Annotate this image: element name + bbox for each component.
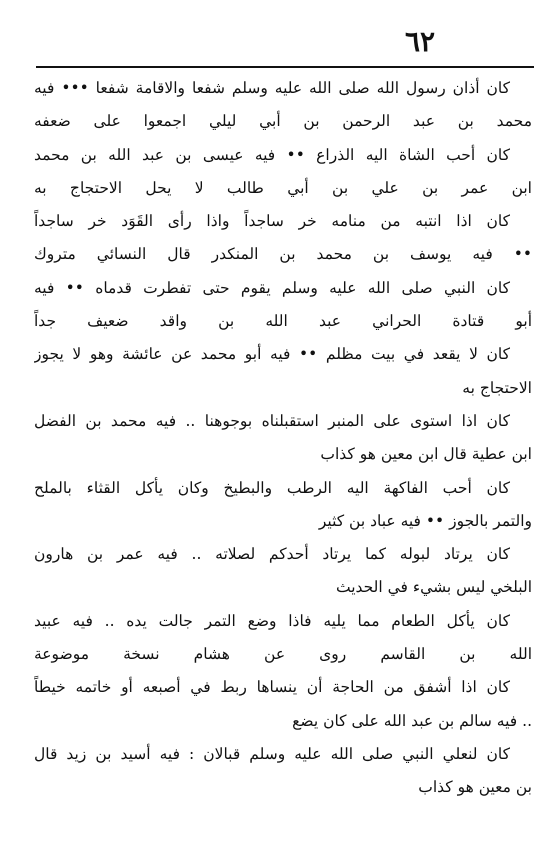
text-line: كان اذا استوى على المنبر استقبلناه بوجوهنا .. فيه محمد بن الفضل xyxy=(34,411,510,430)
text-line: كان اذا انتبه من منامه خر ساجداً واذا رأى القَوَد خر ساجداً xyxy=(34,212,510,231)
text-line: كان أحب الفاكهة اليه الرطب والبطيخ وكان يأكل القثاء بالملح xyxy=(34,478,510,497)
text-line: ابن عمر بن علي بن أبي طالب لا يحل الاحتجاج به xyxy=(34,178,532,197)
text-line: .. فيه سالم بن عبد الله على كان يضع xyxy=(292,711,532,730)
text-line: كان لنعلي النبي صلى الله عليه وسلم قبالان : فيه أسيد بن زيد قال xyxy=(34,744,510,763)
text-line: والتمر بالجوز •• فيه عباد بن كثير xyxy=(318,511,532,530)
text-line: الله بن القاسم روى عن هشام نسخة موضوعة xyxy=(34,645,532,664)
text-line: بن معين هو كذاب xyxy=(418,778,532,797)
text-line: كان النبي صلى الله عليه وسلم يقوم حتى تفطرت قدماه •• فيه xyxy=(34,278,510,297)
text-line: كان أذان رسول الله صلى الله عليه وسلم شفعا والاقامة شفعا ••• فيه xyxy=(34,79,510,97)
header-rule xyxy=(36,66,534,68)
text-line: كان يأكل الطعام مما يليه فاذا وضع التمر جالت يده .. فيه عبيد xyxy=(34,611,510,630)
text-line: كان يرتاد لبوله كما يرتاد أحدكم لصلاته .. فيه عمر بن هارون xyxy=(34,545,510,564)
text-line: أبو قتادة الحراني عبد الله بن واقد ضعيف جداً xyxy=(34,312,532,331)
text-line: الاحتجاج به xyxy=(462,378,532,397)
text-line: ابن عطية قال ابن معين هو كذاب xyxy=(320,445,532,464)
page-number: ٦٢ xyxy=(404,25,436,58)
text-line: محمد بن عبد الرحمن بن أبي ليلي اجمعوا على ضعفه xyxy=(34,112,532,131)
text-line: كان اذا أشفق من الحاجة أن ينساها ربط في أصبعه أو خاتمه خيطاً xyxy=(34,678,510,697)
text-line: كان أحب الشاة اليه الذراع •• فيه عيسى بن عبد الله بن محمد xyxy=(34,145,510,164)
text-line: كان لا يقعد في بيت مظلم •• فيه أبو محمد عن عائشة وهو لا يجوز xyxy=(34,345,510,364)
text-line: •• فيه يوسف بن محمد بن المنكدر قال النسائي متروك xyxy=(34,245,532,264)
text-line: البلخي ليس بشيء في الحديث xyxy=(335,578,532,597)
page-body xyxy=(34,72,532,805)
